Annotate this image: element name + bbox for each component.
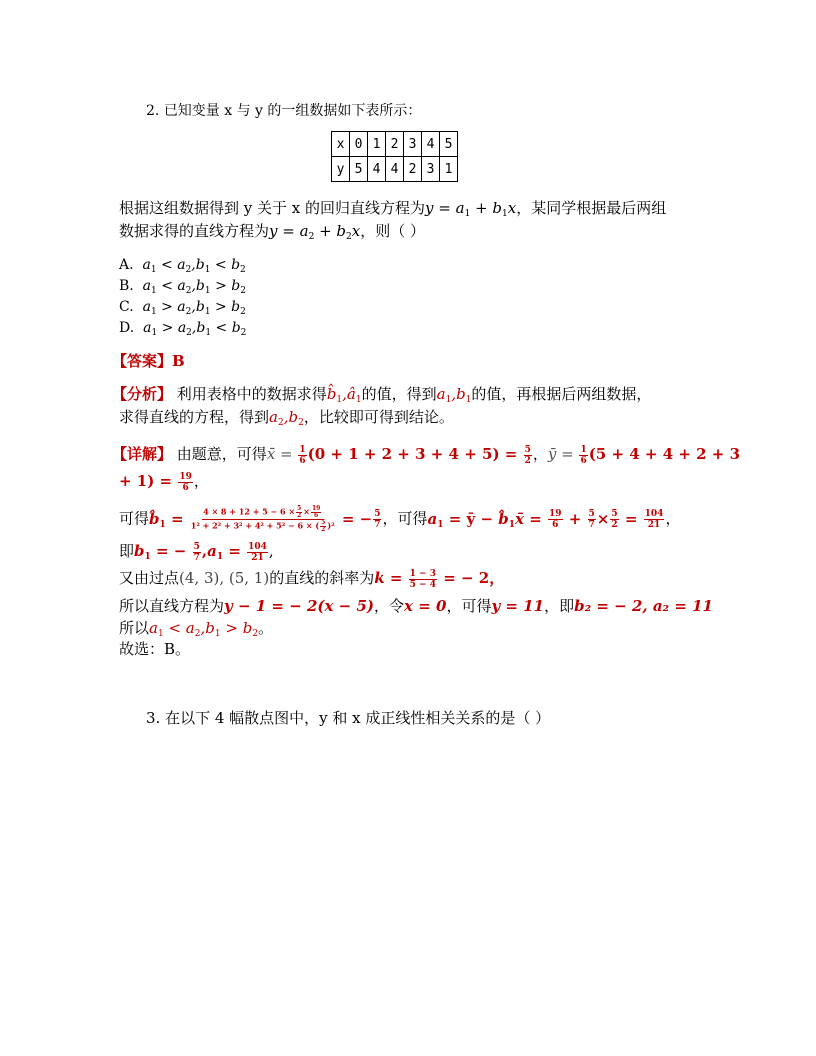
math-y11: y = 11 [491, 597, 545, 615]
table-cell: 4 [368, 157, 386, 182]
data-table [331, 131, 458, 182]
detail-line-6 [119, 595, 713, 616]
detail-line-2: + 1) = $\frac{19}{6}$ ， [119, 471, 209, 493]
detail-text: ，可得 [382, 509, 428, 528]
math-slope-b1: $b̂_1$ = 4 × 8 + 12 + 5 − 6 × $\frac{5}{2}$ × $\frac{19}{6}$ 1² + 2² + 3² + 4² + 5² − 6 × ( $\frac{5}{2}$ )² = − $\frac{5}{7}$ [149, 505, 381, 533]
table-cell: 1 [368, 132, 386, 157]
options-list [119, 255, 246, 339]
math-b2-a2: b₂ = − 2, a₂ = 11 [574, 597, 713, 615]
table-cell: 0 [350, 132, 368, 157]
analysis-line-1 [112, 383, 651, 404]
table-cell: 3 [422, 157, 440, 182]
detail-text: 所以 [119, 619, 150, 637]
analysis-tag: 【分析】 [112, 385, 173, 403]
table-cell: 4 [386, 157, 404, 182]
regression-equation: $y = a_1 + b_1x$ [425, 199, 517, 219]
detail-text: ，令 [374, 597, 405, 615]
math-intercept-a1: $a_1$ = ȳ − $b̂_1x̄$ = $\frac{19}{6}$ + $\frac{5}{7}$ × $\frac{5}{2}$ = $\frac{104}{21}$ [427, 509, 664, 530]
detail-text: 所以直线方程为 [119, 597, 225, 615]
detail-tag: 【详解】 [112, 445, 173, 463]
detail-line-5 [119, 567, 504, 590]
table-cell: 4 [422, 132, 440, 157]
answer-tag: 【答案】 [112, 352, 173, 370]
detail-text: 的直线的斜率为 [269, 569, 375, 587]
math-points: (4, 3), (5, 1) [179, 569, 270, 587]
stem-line-4 [119, 220, 425, 241]
detail-line-1: 【详解】 由题意，可得x̄ = $\frac{1}{6}$ (0 + 1 + 2 + 3 + 4 + 5) = $\frac{5}{2}$ ，ȳ = $\frac{1}{6}$ (5 + 4 + 4 + 2 + 3 [112, 444, 741, 466]
question-number: 2. [146, 103, 160, 119]
math-xbar: x̄ = [266, 445, 298, 463]
math-a2b2: $a_2,b_2$ [269, 408, 304, 428]
table-cell: x [332, 132, 350, 157]
analysis-text: 的值，得到 [361, 385, 437, 403]
stem-text: ，某同学根据最后两组 [516, 199, 667, 217]
detail-text: 由题意，可得 [176, 445, 267, 463]
option-a[interactable]: A. $a_1 < a_2,b_1 < b_2$ [119, 257, 246, 275]
table-cell: 1 [440, 157, 458, 182]
math-slope-k: k = $\frac{1 - 3}{5 - 4}$ = − 2， [374, 568, 505, 590]
math-x0: x = 0 [404, 597, 447, 615]
table-cell: 2 [386, 132, 404, 157]
detail-text: 可得 [119, 509, 150, 528]
table-row [332, 132, 458, 157]
detail-text: 即 [119, 542, 135, 560]
detail-line-3: 可得$b̂_1$ = 4 × 8 + 12 + 5 − 6 × $\frac{5}{2}$ × $\frac{19}{6}$ 1² + 2² + 3² + 4² + 5² − 6 × ( $\frac{5}{2}$ )² = − $\frac{5}{7}$ ，可得$a_1$ = ȳ − $b̂_1x̄$ = $\frac{19}{6}$ + $\frac{5}{7}$ × $\frac{5}{2}$ = $\frac{104}{21}$ ， [119, 505, 681, 533]
detail-text: 故选：B。 [119, 640, 191, 658]
option-d[interactable]: D. $a_1 > a_2,b_1 < b_2$ [119, 320, 247, 338]
question-text: 已知变量 x 与 y 的一组数据如下表所示： [163, 103, 422, 119]
table-row [332, 157, 458, 182]
table-cell: 3 [404, 132, 422, 157]
stem-text: 数据求得的直线方程为 [119, 222, 270, 240]
detail-line-7: 所以$a_1 < a_2,b_1 > b_2$。 [119, 619, 274, 639]
detail-text: 又由过点 [119, 569, 180, 587]
analysis-text: 利用表格中的数据求得 [176, 385, 327, 403]
math-mean-y: $\frac{1}{6}$ (5 + 4 + 4 + 2 + 3 [580, 444, 741, 466]
question-text: 在以下 4 幅散点图中，y 和 x 成正线性相关关系的是（ ） [165, 709, 551, 727]
table-cell: 5 [350, 157, 368, 182]
table-cell: 2 [404, 157, 422, 182]
detail-text: ，即 [544, 597, 575, 615]
line-equation: $y = a_2 + b_2x$ [269, 222, 361, 242]
option-b[interactable]: B. $a_1 < a_2,b_1 > b_2$ [119, 278, 246, 296]
analysis-text: 的值，再根据后两组数据， [471, 385, 652, 403]
analysis-text: 求得直线的方程，得到 [119, 408, 270, 426]
answer-line [112, 350, 185, 371]
math-line-eq: y − 1 = − 2(x − 5) [224, 597, 375, 615]
math-ybar: ȳ = [547, 445, 579, 463]
stem-line-3 [119, 197, 666, 218]
option-c[interactable]: C. $a_1 > a_2,b_1 > b_2$ [119, 299, 246, 317]
analysis-text: ，比较即可得到结论。 [303, 408, 454, 426]
detail-line-8 [119, 638, 190, 659]
math-mean-x: $\frac{1}{6}$ (0 + 1 + 2 + 3 + 4 + 5) = $\frac{5}{2}$ [299, 444, 531, 466]
detail-line-4: 即$b_1$ = − $\frac{5}{7}$ $,a_1$ = $\frac{104}{21}$ , [119, 541, 274, 563]
math-a1b1: $a_1,b_1$ [436, 385, 472, 405]
math-conclusion: $a_1 < a_2,b_1 > b_2$ [149, 619, 259, 639]
stem-text: 根据这组数据得到 y 关于 x 的回归直线方程为 [119, 199, 426, 217]
detail-text: ，可得 [446, 597, 492, 615]
math-bhat-ahat: $b̂_1,â_1$ [326, 385, 362, 405]
analysis-line-2 [119, 406, 454, 427]
stem-text: ，则（ ） [360, 222, 425, 240]
table-cell: y [332, 157, 350, 182]
table-cell: 5 [440, 132, 458, 157]
answer-value: B [172, 352, 185, 370]
question-3-stem [146, 707, 550, 728]
math-b1-a1-values: $b_1$ = − $\frac{5}{7}$ $,a_1$ = $\frac{104}{21}$ [134, 541, 267, 563]
question-number: 3. [146, 709, 161, 727]
question-2-stem [146, 100, 421, 120]
